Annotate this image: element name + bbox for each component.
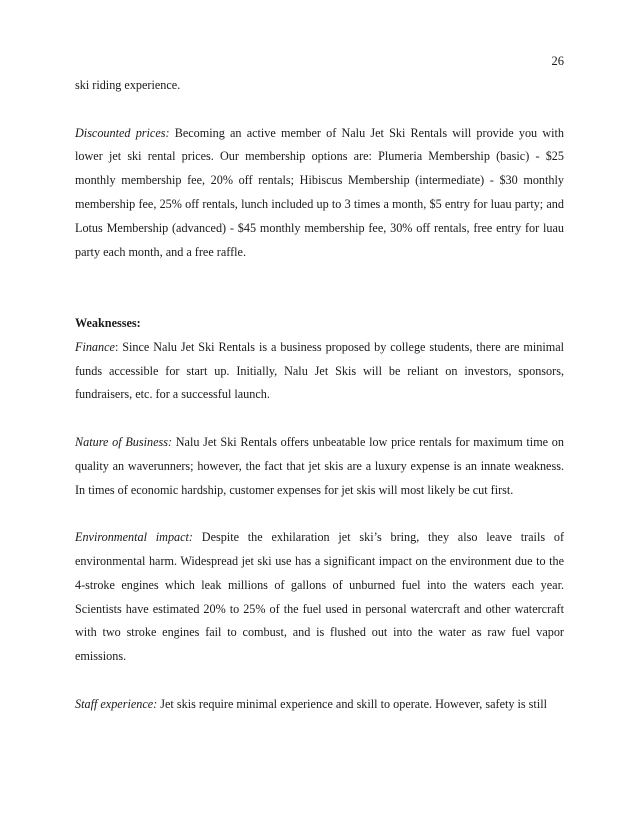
finance-paragraph xyxy=(75,336,564,407)
nature-of-business-paragraph xyxy=(75,431,564,502)
finance-text: : Since Nalu Jet Ski Rentals is a business proposed by college students, there are minimal funds accessible for start up. Initially, Nalu Jet Skis will be reliant on investors, sponsors, fundraisers, etc. for a successful launch. xyxy=(75,339,564,402)
paragraph-gap xyxy=(75,669,564,693)
nature-of-business-text: Nalu Jet Ski Rentals offers unbeatable low price rentals for maximum time on quality an waverunners; however, the fact that jet skis are a luxury expense is an innate weakness. In times of economic hardship, customer expenses for jet skis will most likely be cut first. xyxy=(75,434,564,497)
environmental-impact-text: Despite the exhilaration jet ski’s bring, they also leave trails of environmental harm. Widespread jet ski use has a significant impact on the environment due to the 4-stroke engines which leak millions of gallons of unburned fuel into the waters each year. Scientists have estimated 20% to 25% of the fuel used in personal watercraft and other watercraft with two stroke engines fail to combust, and is flushed out into the water as raw fuel vapor emissions. xyxy=(75,530,564,664)
intro-line: ski riding experience. xyxy=(75,78,181,92)
discounted-prices-label: Discounted prices: xyxy=(75,125,170,140)
paragraph-gap xyxy=(75,407,564,431)
staff-experience-label: Staff experience: xyxy=(75,696,158,711)
weaknesses-heading: Weaknesses: xyxy=(75,315,141,330)
staff-experience-paragraph xyxy=(75,693,564,717)
paragraph-gap xyxy=(75,502,564,526)
environmental-impact-label: Environmental impact: xyxy=(75,530,193,545)
page-content xyxy=(75,74,564,717)
discounted-prices-text: Becoming an active member of Nalu Jet Ski Rentals will provide you with lower jet ski rental prices. Our membership options are: Plumeria Membership (basic) - $25 monthly membership fee, 20% off rentals; Hibiscus Membership (intermediate) - $30 monthly membership fee, 25% off rentals, lunch included up to 3 times a month, $5 entry for luau party; and Lotus Membership (advanced) - $45 monthly membership fee, 30% off rentals, free entry for luau party each month, and a free raffle. xyxy=(75,125,564,259)
page-number: 26 xyxy=(551,54,564,68)
paragraph-gap xyxy=(75,98,564,122)
paragraph-gap xyxy=(75,264,564,288)
environmental-impact-paragraph xyxy=(75,526,564,669)
nature-of-business-label: Nature of Business: xyxy=(75,434,173,449)
paragraph-gap xyxy=(75,288,564,312)
discounted-prices-paragraph xyxy=(75,122,564,265)
finance-label: Finance xyxy=(75,339,115,354)
staff-experience-text: Jet skis require minimal experience and skill to operate. However, safety is still xyxy=(157,696,547,711)
